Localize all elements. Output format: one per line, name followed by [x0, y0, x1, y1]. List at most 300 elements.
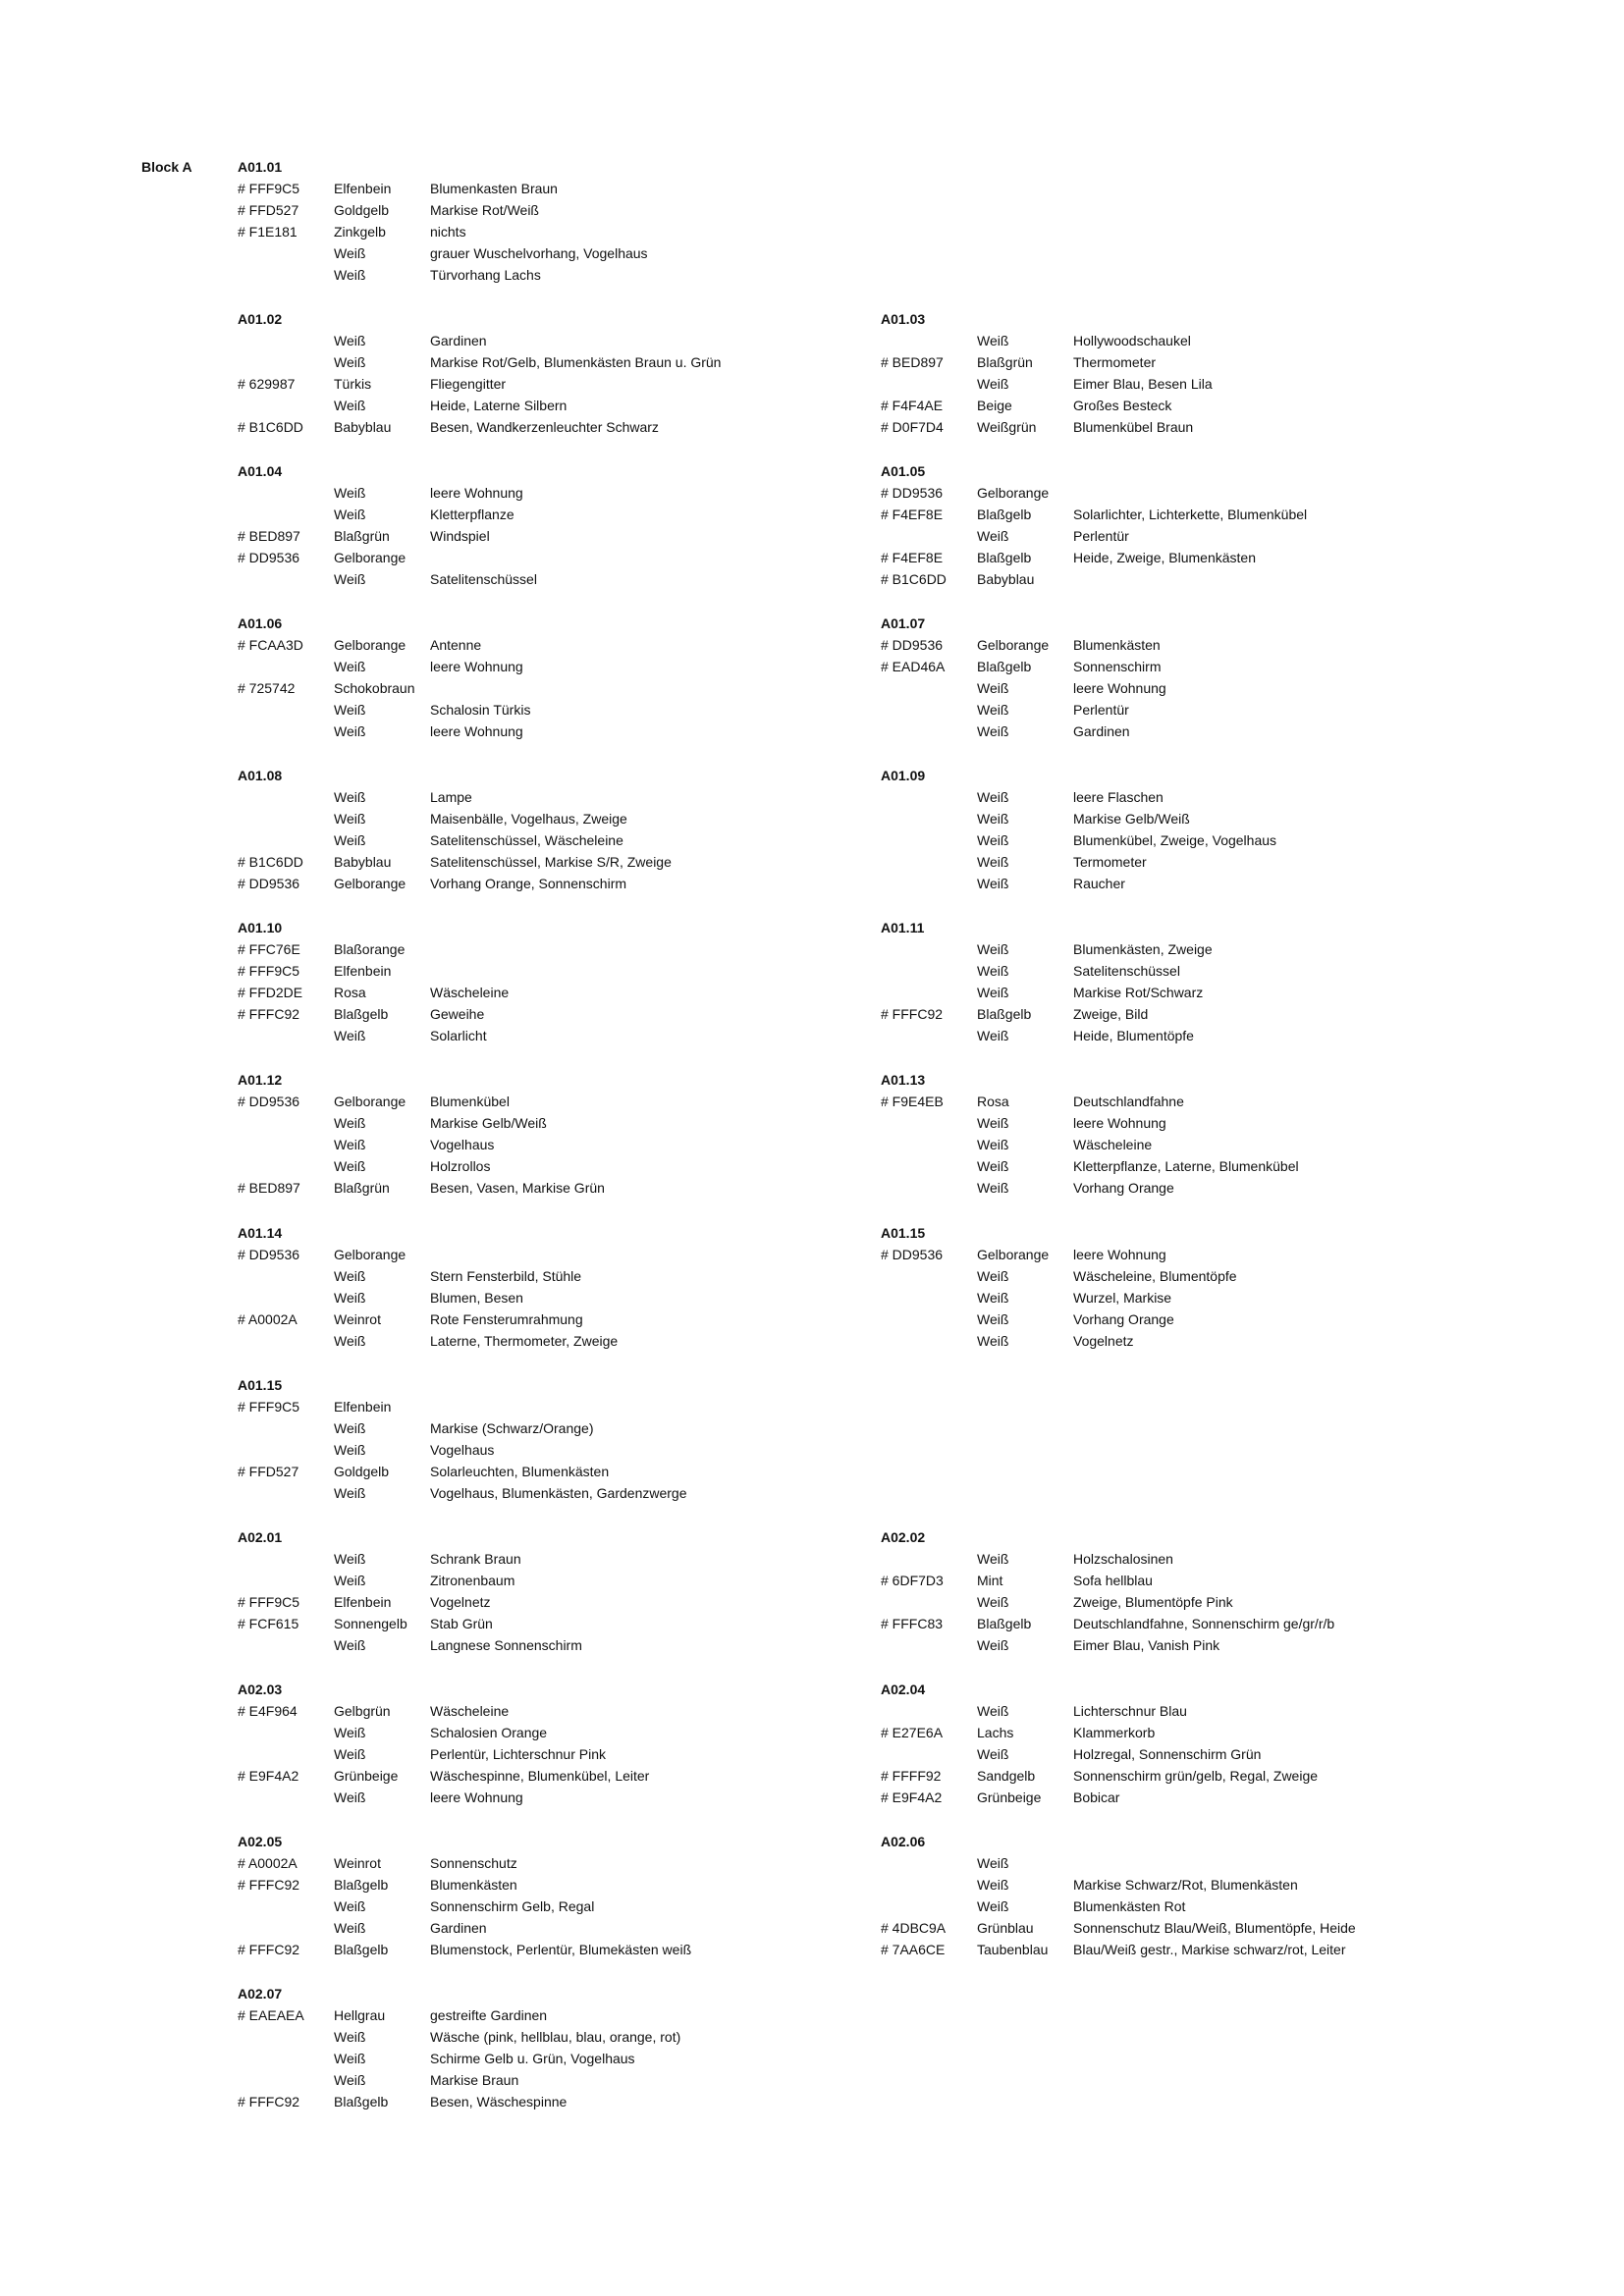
hex-code: # B1C6DD	[238, 854, 303, 870]
color-row	[238, 811, 846, 832]
color-row	[238, 1768, 846, 1789]
color-name: Weiß	[334, 723, 366, 739]
color-name: Elfenbein	[334, 1594, 392, 1610]
color-row	[238, 1573, 846, 1594]
color-name: Blaßgelb	[977, 550, 1032, 565]
color-name: Sandgelb	[977, 1768, 1036, 1784]
hex-code: # E9F4A2	[881, 1789, 943, 1805]
color-name: Weiß	[977, 1898, 1009, 1914]
color-name: Gelborange	[334, 1247, 406, 1262]
description: Maisenbälle, Vogelhaus, Zweige	[430, 811, 627, 827]
hex-code: # DD9536	[881, 1247, 944, 1262]
description: Vogelhaus	[430, 1137, 495, 1152]
description: Solarlicht	[430, 1028, 487, 1043]
color-row	[881, 1703, 1489, 1725]
color-name: Weiß	[977, 985, 1009, 1000]
description: Perlentür	[1073, 702, 1129, 718]
entry-title: A01.13	[881, 1072, 926, 1088]
description: Blumen, Besen	[430, 1290, 523, 1306]
color-row	[238, 1920, 846, 1942]
hex-code: # 725742	[238, 680, 296, 696]
description: Gardinen	[1073, 723, 1130, 739]
color-name: Gelbgrün	[334, 1703, 391, 1719]
entry-title: A01.12	[238, 1072, 283, 1088]
color-row	[238, 528, 846, 550]
description: Blumenkästen, Zweige	[1073, 941, 1213, 957]
color-name: Weiß	[334, 333, 366, 348]
color-row	[238, 723, 846, 745]
color-row	[238, 1485, 846, 1507]
color-row	[881, 1094, 1489, 1115]
description: Laterne, Thermometer, Zweige	[430, 1333, 619, 1349]
color-row	[881, 1028, 1489, 1049]
hex-code: # FFF9C5	[238, 1399, 300, 1415]
hex-code: # BED897	[238, 1180, 300, 1196]
description: Besen, Vasen, Markise Grün	[430, 1180, 605, 1196]
description: Zweige, Bild	[1073, 1006, 1149, 1022]
entry-title: A01.02	[238, 311, 283, 327]
color-row	[238, 571, 846, 593]
description: Blumenkübel Braun	[1073, 419, 1194, 435]
color-name: Weiß	[334, 571, 366, 587]
description: Klammerkorb	[1073, 1725, 1156, 1740]
color-row	[238, 1247, 846, 1268]
color-row	[238, 963, 846, 985]
color-row	[881, 659, 1489, 680]
description: leere Wohnung	[430, 485, 523, 501]
description: Deutschlandfahne, Sonnenschirm ge/gr/r/b	[1073, 1616, 1335, 1631]
color-row	[881, 528, 1489, 550]
color-row	[238, 1942, 846, 1963]
color-row	[881, 1855, 1489, 1877]
color-name: Weiß	[334, 267, 366, 283]
description: Solarlichter, Lichterkette, Blumenkübel	[1073, 507, 1308, 522]
color-name: Weinrot	[334, 1855, 381, 1871]
hex-code: # B1C6DD	[881, 571, 947, 587]
color-name: Weiß	[977, 832, 1009, 848]
color-row	[238, 659, 846, 680]
color-row	[238, 245, 846, 267]
color-name: Blaßgelb	[334, 1006, 389, 1022]
description: Markise (Schwarz/Orange)	[430, 1420, 594, 1436]
hex-code: # 7AA6CE	[881, 1942, 946, 1957]
color-name: Babyblau	[334, 419, 392, 435]
color-row	[881, 571, 1489, 593]
description: Holzrollos	[430, 1158, 491, 1174]
entry-title: A02.02	[881, 1529, 926, 1545]
description: Deutschlandfahne	[1073, 1094, 1184, 1109]
description: Blumenkübel, Zweige, Vogelhaus	[1073, 832, 1277, 848]
entry-title: A01.14	[238, 1225, 283, 1241]
description: Geweihe	[430, 1006, 485, 1022]
color-row	[238, 2072, 846, 2094]
color-name: Weiß	[977, 941, 1009, 957]
color-row	[238, 2007, 846, 2029]
hex-code: # 629987	[238, 376, 296, 392]
description: Antenne	[430, 637, 482, 653]
description: Satelitenschüssel	[430, 571, 537, 587]
color-row	[238, 181, 846, 202]
color-name: Blaßgrün	[334, 528, 390, 544]
color-row	[238, 419, 846, 441]
entry-title: A01.08	[238, 768, 283, 783]
color-name: Blaßgelb	[977, 659, 1032, 674]
description: Holzregal, Sonnenschirm Grün	[1073, 1746, 1262, 1762]
color-name: Weiß	[334, 245, 366, 261]
description: Sonnenschirm	[1073, 659, 1162, 674]
description: Lichterschnur Blau	[1073, 1703, 1187, 1719]
color-name: Weiß	[334, 702, 366, 718]
color-name: Weiß	[977, 702, 1009, 718]
description: Vorhang Orange, Sonnenschirm	[430, 876, 627, 891]
color-row	[238, 1855, 846, 1877]
hex-code: # EAEAEA	[238, 2007, 304, 2023]
description: Markise Rot/Weiß	[430, 202, 539, 218]
description: Sonnenschirm grün/gelb, Regal, Zweige	[1073, 1768, 1319, 1784]
color-row	[881, 1137, 1489, 1158]
description: Bobicar	[1073, 1789, 1120, 1805]
color-name: Weiß	[977, 963, 1009, 979]
description: leere Flaschen	[1073, 789, 1164, 805]
color-row	[238, 1028, 846, 1049]
entry-title: A01.11	[881, 920, 925, 935]
color-name: Rosa	[977, 1094, 1009, 1109]
color-name: Weiß	[334, 1573, 366, 1588]
hex-code: # FFF9C5	[238, 963, 300, 979]
entry-title: A01.07	[881, 615, 926, 631]
color-name: Weißgrün	[977, 419, 1037, 435]
color-row	[238, 702, 846, 723]
color-row	[881, 398, 1489, 419]
hex-code: # D0F7D4	[881, 419, 944, 435]
color-name: Weiß	[334, 1290, 366, 1306]
color-row	[881, 1247, 1489, 1268]
description: Vogelnetz	[1073, 1333, 1134, 1349]
description: Fliegengitter	[430, 376, 507, 392]
color-row	[881, 550, 1489, 571]
color-row	[238, 507, 846, 528]
color-row	[881, 680, 1489, 702]
description: Sonnenschirm Gelb, Regal	[430, 1898, 595, 1914]
description: Zitronenbaum	[430, 1573, 515, 1588]
description: Vorhang Orange	[1073, 1180, 1174, 1196]
color-name: Blaßgelb	[334, 2094, 389, 2109]
color-row	[238, 1898, 846, 1920]
color-row	[238, 376, 846, 398]
description: Sofa hellblau	[1073, 1573, 1153, 1588]
color-row	[238, 1616, 846, 1637]
color-row	[238, 1725, 846, 1746]
description: nichts	[430, 224, 466, 240]
description: Blumenkübel	[430, 1094, 510, 1109]
color-name: Weiß	[334, 507, 366, 522]
description: gestreifte Gardinen	[430, 2007, 548, 2023]
color-name: Goldgelb	[334, 202, 390, 218]
color-name: Grünbeige	[334, 1768, 399, 1784]
entry-title: A02.07	[238, 1986, 283, 2002]
color-name: Weiß	[334, 1920, 366, 1936]
hex-code: # FFFC92	[238, 2094, 300, 2109]
hex-code: # DD9536	[238, 550, 300, 565]
hex-code: # FFF9C5	[238, 1594, 300, 1610]
description: Sonnenschutz	[430, 1855, 517, 1871]
color-row	[881, 333, 1489, 354]
color-row	[238, 550, 846, 571]
color-row	[238, 1333, 846, 1355]
description: Wäschespinne, Blumenkübel, Leiter	[430, 1768, 650, 1784]
entry-title: A02.01	[238, 1529, 283, 1545]
description: Satelitenschüssel	[1073, 963, 1180, 979]
color-row	[881, 702, 1489, 723]
color-name: Weinrot	[334, 1311, 381, 1327]
hex-code: # DD9536	[881, 637, 944, 653]
color-row	[238, 1006, 846, 1028]
color-row	[238, 267, 846, 289]
description: Eimer Blau, Besen Lila	[1073, 376, 1213, 392]
entry-title: A01.15	[238, 1377, 283, 1393]
color-name: Weiß	[334, 1442, 366, 1458]
color-row	[238, 1094, 846, 1115]
color-row	[881, 811, 1489, 832]
color-name: Weiß	[977, 1746, 1009, 1762]
description: Perlentür, Lichterschnur Pink	[430, 1746, 606, 1762]
color-row	[238, 485, 846, 507]
description: Vogelhaus	[430, 1442, 495, 1458]
color-name: Weiß	[334, 1137, 366, 1152]
color-name: Weiß	[977, 1180, 1009, 1196]
description: Gardinen	[430, 333, 487, 348]
description: Windspiel	[430, 528, 490, 544]
color-name: Weiß	[977, 1594, 1009, 1610]
color-name: Weiß	[977, 1333, 1009, 1349]
color-name: Weiß	[334, 789, 366, 805]
description: Eimer Blau, Vanish Pink	[1073, 1637, 1220, 1653]
hex-code: # FFFC92	[238, 1877, 300, 1893]
entry-title: A01.10	[238, 920, 283, 935]
hex-code: # E27E6A	[881, 1725, 944, 1740]
color-row	[238, 2094, 846, 2115]
color-name: Gelborange	[977, 485, 1050, 501]
color-name: Weiß	[334, 1268, 366, 1284]
color-row	[881, 1746, 1489, 1768]
color-name: Mint	[977, 1573, 1003, 1588]
color-name: Blaßgelb	[977, 1006, 1032, 1022]
description: Hollywoodschaukel	[1073, 333, 1191, 348]
color-name: Weiß	[977, 789, 1009, 805]
color-row	[881, 637, 1489, 659]
color-row	[881, 1158, 1489, 1180]
color-name: Weiß	[977, 1115, 1009, 1131]
hex-code: # A0002A	[238, 1855, 298, 1871]
color-name: Gelborange	[334, 1094, 406, 1109]
description: Türvorhang Lachs	[430, 267, 541, 283]
color-row	[238, 1311, 846, 1333]
description: Schalosien Orange	[430, 1725, 548, 1740]
color-name: Gelborange	[977, 1247, 1050, 1262]
color-row	[881, 1616, 1489, 1637]
color-row	[881, 354, 1489, 376]
description: Markise Braun	[430, 2072, 519, 2088]
color-row	[881, 1942, 1489, 1963]
hex-code: # FFD2DE	[238, 985, 303, 1000]
hex-code: # FFFF92	[881, 1768, 942, 1784]
color-name: Weiß	[977, 876, 1009, 891]
color-row	[881, 985, 1489, 1006]
description: Termometer	[1073, 854, 1147, 870]
hex-code: # A0002A	[238, 1311, 298, 1327]
color-name: Blaßgelb	[334, 1877, 389, 1893]
hex-code: # BED897	[881, 354, 944, 370]
color-name: Weiß	[334, 1158, 366, 1174]
description: Kletterpflanze	[430, 507, 514, 522]
color-row	[881, 1290, 1489, 1311]
description: leere Wohnung	[430, 723, 523, 739]
color-name: Gelborange	[977, 637, 1050, 653]
color-name: Blaßgrün	[977, 354, 1033, 370]
color-row	[881, 1006, 1489, 1028]
description: Besen, Wandkerzenleuchter Schwarz	[430, 419, 659, 435]
hex-code: # F4EF8E	[881, 507, 944, 522]
color-name: Hellgrau	[334, 2007, 386, 2023]
color-name: Weiß	[334, 1420, 366, 1436]
hex-code: # FCAA3D	[238, 637, 303, 653]
description: Wäscheleine	[1073, 1137, 1153, 1152]
hex-code: # DD9536	[238, 1094, 300, 1109]
color-row	[238, 876, 846, 897]
color-name: Weiß	[977, 811, 1009, 827]
color-row	[881, 1311, 1489, 1333]
description: Schalosin Türkis	[430, 702, 531, 718]
color-name: Weiß	[334, 1028, 366, 1043]
description: Sonnenschutz Blau/Weiß, Blumentöpfe, Heide	[1073, 1920, 1356, 1936]
entry-title: A02.03	[238, 1682, 283, 1697]
color-name: Schokobraun	[334, 680, 415, 696]
color-name: Weiß	[334, 354, 366, 370]
description: Blumenkasten Braun	[430, 181, 558, 196]
color-row	[238, 354, 846, 376]
color-name: Weiß	[334, 2051, 366, 2066]
color-name: Elfenbein	[334, 1399, 392, 1415]
description: Satelitenschüssel, Markise S/R, Zweige	[430, 854, 672, 870]
description: Wäsche (pink, hellblau, blau, orange, rot)	[430, 2029, 681, 2045]
color-name: Weiß	[334, 1898, 366, 1914]
color-row	[881, 832, 1489, 854]
hex-code: # B1C6DD	[238, 419, 303, 435]
description: Blumenstock, Perlentür, Blumekästen weiß	[430, 1942, 692, 1957]
color-name: Weiß	[977, 1703, 1009, 1719]
color-name: Gelborange	[334, 876, 406, 891]
description: Stab Grün	[430, 1616, 493, 1631]
color-row	[881, 963, 1489, 985]
description: Markise Schwarz/Rot, Blumenkästen	[1073, 1877, 1298, 1893]
color-name: Blaßgelb	[334, 1942, 389, 1957]
hex-code: # 6DF7D3	[881, 1573, 944, 1588]
color-name: Weiß	[334, 811, 366, 827]
entry-title: A01.06	[238, 615, 283, 631]
description: Markise Gelb/Weiß	[430, 1115, 547, 1131]
entry-title: A02.05	[238, 1834, 283, 1849]
color-name: Weiß	[977, 1637, 1009, 1653]
color-name: Weiß	[977, 1137, 1009, 1152]
description: Langnese Sonnenschirm	[430, 1637, 582, 1653]
color-name: Blaßgrün	[334, 1180, 390, 1196]
description: Vogelnetz	[430, 1594, 491, 1610]
color-row	[881, 485, 1489, 507]
color-row	[238, 1551, 846, 1573]
description: Zweige, Blumentöpfe Pink	[1073, 1594, 1233, 1610]
color-row	[881, 1768, 1489, 1789]
color-row	[881, 723, 1489, 745]
color-row	[238, 941, 846, 963]
color-row	[238, 398, 846, 419]
color-name: Elfenbein	[334, 181, 392, 196]
color-row	[238, 1158, 846, 1180]
description: Blumenkästen	[430, 1877, 517, 1893]
description: Schrank Braun	[430, 1551, 521, 1567]
color-name: Türkis	[334, 376, 372, 392]
entry-title: A01.01	[238, 159, 283, 175]
description: Blumenkästen	[1073, 637, 1161, 653]
description: leere Wohnung	[430, 1789, 523, 1805]
hex-code: # FFFC92	[238, 1006, 300, 1022]
color-name: Weiß	[334, 1551, 366, 1567]
color-name: Blaßorange	[334, 941, 406, 957]
color-name: Zinkgelb	[334, 224, 386, 240]
block-label: Block A	[141, 159, 192, 175]
color-name: Weiß	[334, 1789, 366, 1805]
color-name: Weiß	[977, 854, 1009, 870]
color-name: Sonnengelb	[334, 1616, 407, 1631]
description: Kletterpflanze, Laterne, Blumenkübel	[1073, 1158, 1299, 1174]
color-row	[881, 507, 1489, 528]
hex-code: # FFF9C5	[238, 181, 300, 196]
description: Vorhang Orange	[1073, 1311, 1174, 1327]
color-name: Babyblau	[977, 571, 1035, 587]
description: Gardinen	[430, 1920, 487, 1936]
color-row	[238, 1268, 846, 1290]
color-row	[881, 1789, 1489, 1811]
description: Blau/Weiß gestr., Markise schwarz/rot, Leiter	[1073, 1942, 1346, 1957]
hex-code: # FFFC83	[881, 1616, 944, 1631]
color-row	[881, 1333, 1489, 1355]
description: Wurzel, Markise	[1073, 1290, 1172, 1306]
description: Wäscheleine	[430, 985, 510, 1000]
entry-title: A01.04	[238, 463, 283, 479]
color-row	[881, 789, 1489, 811]
color-row	[238, 1115, 846, 1137]
description: Wäscheleine	[430, 1703, 510, 1719]
color-name: Blaßgelb	[977, 1616, 1032, 1631]
color-name: Lachs	[977, 1725, 1014, 1740]
description: leere Wohnung	[1073, 680, 1166, 696]
color-name: Rosa	[334, 985, 366, 1000]
color-name: Weiß	[977, 1158, 1009, 1174]
color-name: Weiß	[334, 832, 366, 848]
color-name: Taubenblau	[977, 1942, 1049, 1957]
hex-code: # DD9536	[238, 1247, 300, 1262]
color-row	[238, 1789, 846, 1811]
hex-code: # FFFC92	[881, 1006, 944, 1022]
description: Stern Fensterbild, Stühle	[430, 1268, 582, 1284]
color-name: Weiß	[977, 528, 1009, 544]
color-row	[881, 1573, 1489, 1594]
description: Vogelhaus, Blumenkästen, Gardenzwerge	[430, 1485, 687, 1501]
description: leere Wohnung	[430, 659, 523, 674]
color-row	[238, 637, 846, 659]
color-row	[238, 333, 846, 354]
color-name: Weiß	[334, 1485, 366, 1501]
color-row	[881, 419, 1489, 441]
